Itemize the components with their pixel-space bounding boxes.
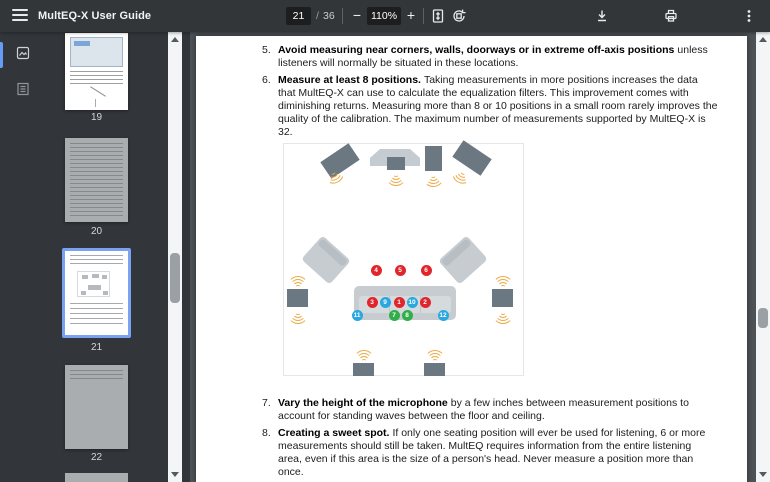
- sound-waves-icon: [448, 167, 473, 190]
- thumbnail-panel-button[interactable]: [16, 46, 30, 60]
- list-item-5: [262, 44, 718, 70]
- document-outline-icon: [16, 82, 30, 96]
- sidebar-scrollbar-thumb[interactable]: [170, 253, 180, 303]
- list-number: 6.: [262, 74, 271, 86]
- measurement-position-9: 9: [380, 297, 391, 308]
- sound-waves-icon: [324, 168, 349, 191]
- measurement-position-3: 3: [367, 297, 378, 308]
- thumbnail-page-19[interactable]: [65, 33, 128, 110]
- download-icon: [594, 8, 610, 24]
- measurement-position-8: 8: [402, 310, 413, 321]
- armchair-right: [438, 235, 488, 284]
- armchair-left: [301, 235, 351, 284]
- list-item-8: [262, 427, 718, 479]
- list-item-6: [262, 74, 718, 139]
- thumbnail-sidebar: [0, 32, 190, 482]
- page-number-input[interactable]: 21: [286, 7, 311, 25]
- measurement-position-4: 4: [371, 265, 382, 276]
- main-scrollbar-thumb[interactable]: [758, 308, 768, 328]
- thumbnail-screenshot-preview: [70, 37, 123, 67]
- thumbnail-mini-diagram: [77, 271, 110, 297]
- thumbnail-text-lines: [70, 71, 123, 85]
- main-scrollbar[interactable]: [756, 32, 770, 482]
- page-count: 36: [323, 10, 335, 22]
- thumbnail-sketch-line: [95, 99, 96, 107]
- scroll-up-icon[interactable]: [759, 37, 767, 42]
- sound-waves-icon: [423, 174, 445, 192]
- rotate-counterclockwise-icon: [451, 8, 467, 24]
- measurement-position-2: 2: [420, 297, 431, 308]
- print-icon: [663, 8, 679, 24]
- document-page: [196, 36, 747, 482]
- scroll-down-icon[interactable]: [759, 472, 767, 477]
- list-text: Creating a sweet spot. If only one seating position will ever be used for listening, 6 or more measurements should still be taken. MultEQ requires information from the entire listening area, even if this area is the size of a person's head. Never measure a position more than once.: [278, 427, 706, 478]
- sound-waves-icon: [288, 312, 308, 328]
- list-number: 7.: [262, 397, 271, 409]
- rotate-button[interactable]: [451, 8, 467, 24]
- download-button[interactable]: [594, 8, 610, 24]
- sound-waves-icon: [288, 272, 308, 288]
- sound-waves-icon: [493, 312, 513, 328]
- thumbnail-page-21-selected[interactable]: [62, 248, 131, 338]
- list-number: 5.: [262, 44, 271, 56]
- active-panel-indicator: [0, 42, 3, 68]
- measurement-position-10: 10: [408, 298, 416, 306]
- sound-waves-icon: [425, 346, 445, 362]
- list-item-7: [262, 397, 718, 423]
- list-text: Avoid measuring near corners, walls, doorways or in extreme off-axis positions unless listeners will normally be situated in these locations.: [278, 44, 708, 69]
- thumbnail-page-20[interactable]: [65, 138, 128, 222]
- thumbnail-text-lines: [70, 255, 123, 267]
- scroll-down-icon[interactable]: [171, 472, 179, 477]
- zoom-level[interactable]: 110%: [367, 7, 401, 25]
- page-separator: /: [316, 10, 319, 22]
- thumbnail-label-21: 21: [90, 342, 103, 353]
- fit-to-page-button[interactable]: [430, 8, 446, 24]
- thumbnail-label-19: 19: [90, 112, 103, 123]
- menu-icon[interactable]: [12, 9, 28, 23]
- print-button[interactable]: [663, 8, 679, 24]
- measurement-position-12: 12: [439, 311, 447, 319]
- measurement-position-1: 1: [394, 297, 405, 308]
- sidebar-scrollbar[interactable]: [168, 32, 182, 482]
- thumbnail-text-lines: [70, 370, 123, 380]
- list-text: Vary the height of the microphone by a few inches between measurement positions to account for standing waves between the floor and ceiling.: [278, 397, 689, 422]
- zoom-out-button[interactable]: −: [352, 7, 362, 23]
- list-text: Measure at least 8 positions. Taking measurements in more positions increases the data that MultEQ-X can use to calculate the equalization filters. This improvement comes with diminishing returns. Measuring more than 8 or 10 positions in a small room rarely improves the quality of the calibration. The maximum number of measurements supported by MultEQ-X is 32.: [278, 74, 718, 138]
- toolbar: [0, 0, 770, 32]
- sound-waves-icon: [354, 346, 374, 362]
- thumbnail-page-22[interactable]: [65, 365, 128, 449]
- thumbnail-text-lines: [70, 143, 123, 216]
- scroll-up-icon[interactable]: [171, 37, 179, 42]
- thumbnail-sketch-line: [90, 86, 106, 96]
- more-options-button[interactable]: [741, 8, 757, 24]
- document-viewport: [190, 32, 756, 482]
- outline-panel-button[interactable]: [16, 82, 30, 96]
- zoom-in-button[interactable]: +: [406, 7, 416, 23]
- thumbnail-page-23-partial[interactable]: [65, 473, 128, 482]
- sound-waves-icon: [493, 272, 513, 288]
- thumbnail-label-22: 22: [90, 452, 103, 463]
- document-title: MultEQ-X User Guide: [38, 10, 152, 22]
- toolbar-divider: [342, 8, 343, 24]
- thumbnail-label-20: 20: [90, 226, 103, 237]
- toolbar-divider: [423, 8, 424, 24]
- fit-to-page-icon: [430, 8, 446, 24]
- thumbnails-icon: [16, 46, 30, 60]
- kebab-menu-icon: [741, 8, 757, 24]
- measurement-position-6: 6: [421, 265, 432, 276]
- list-number: 8.: [262, 427, 271, 439]
- measurement-position-5: 5: [395, 265, 406, 276]
- measurement-position-7: 7: [389, 310, 400, 321]
- thumbnail-text-lines: [70, 303, 123, 327]
- measurement-position-11: 11: [352, 310, 363, 321]
- sound-waves-icon: [386, 174, 406, 190]
- room-diagram: [283, 143, 524, 376]
